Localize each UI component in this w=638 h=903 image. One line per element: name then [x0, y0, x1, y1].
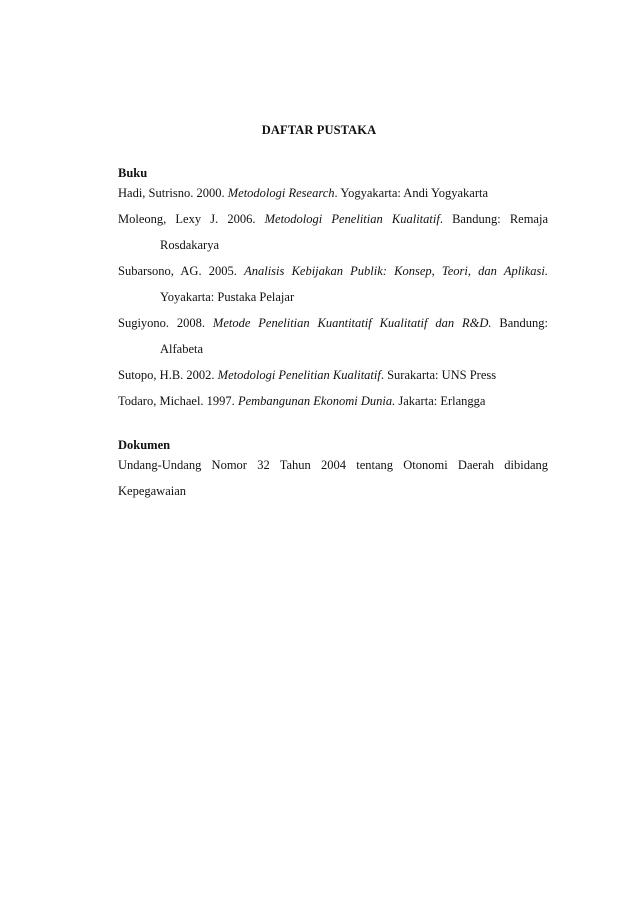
reference-line [118, 180, 548, 206]
reference-line [118, 258, 548, 284]
reference-continuation: Yoyakarta: Pustaka Pelajar [160, 290, 295, 304]
reference-author-year: Sugiyono. 2008. [118, 316, 213, 330]
reference-line [118, 310, 548, 336]
reference-entry [118, 388, 548, 414]
reference-author-year: Moleong, Lexy J. 2006. [118, 212, 265, 226]
reference-entry [118, 180, 548, 206]
reference-publisher: . Yogyakarta: Andi Yogyakarta [334, 186, 489, 200]
reference-entry [118, 310, 548, 362]
reference-title: Metodologi Research [227, 186, 335, 200]
reference-line: Undang-Undang Nomor 32 Tahun 2004 tentang Otonomi Daerah dibidang [118, 458, 548, 472]
reference-entry [118, 258, 548, 310]
reference-author-year: Todaro, Michael. 1997. [118, 394, 238, 408]
reference-publisher: . Surakarta: UNS Press [380, 368, 497, 382]
reference-publisher: . Bandung: Remaja [439, 212, 548, 226]
reference-author-year: Sutopo, H.B. 2002. [118, 368, 218, 382]
reference-line [118, 206, 548, 232]
section-heading-buku: Buku [118, 166, 148, 180]
reference-title: Metode Penelitian Kuantitatif Kualitatif dan R&D. [212, 316, 492, 330]
reference-publisher: Jakarta: Erlangga [395, 394, 486, 408]
reference-entry [118, 206, 548, 258]
reference-author-year: Subarsono, AG. 2005. [118, 264, 245, 278]
reference-entry [118, 452, 548, 504]
reference-continuation: Alfabeta [160, 342, 204, 356]
reference-author-year: Hadi, Sutrisno. 2000. [118, 186, 228, 200]
reference-continuation: Rosdakarya [160, 238, 220, 252]
page-title: DAFTAR PUSTAKA [261, 123, 377, 137]
reference-title: Metodologi Penelitian Kualitatif [217, 368, 381, 382]
reference-continuation: Kepegawaian [118, 484, 187, 498]
reference-publisher: Bandung: [491, 316, 548, 330]
section-heading-dokumen: Dokumen [118, 438, 171, 452]
reference-title: Analisis Kebijakan Publik: Konsep, Teori, dan Aplikasi. [244, 264, 548, 278]
reference-line [118, 362, 548, 388]
reference-title: Pembangunan Ekonomi Dunia. [237, 394, 396, 408]
reference-title: Metodologi Penelitian Kualitatif [264, 212, 440, 226]
reference-line [118, 388, 548, 414]
reference-entry [118, 362, 548, 388]
